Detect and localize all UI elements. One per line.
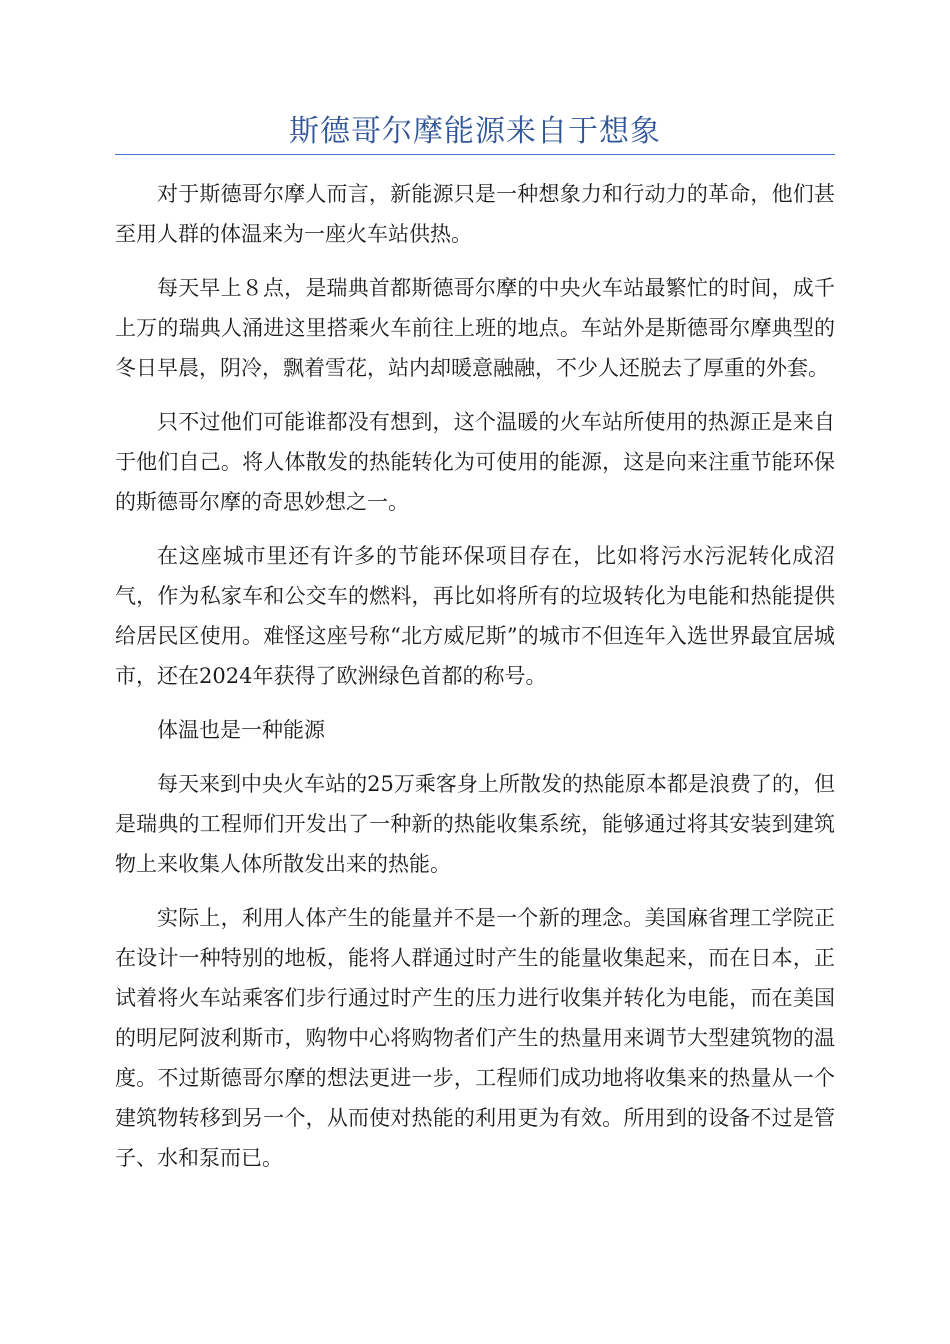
paragraph-green-projects: 在这座城市里还有许多的节能环保项目存在，比如将污水污泥转化成沼气，作为私家车和公交车的燃料，再比如将所有的垃圾转化为电能和热能提供给居民区使用。难怪这座号称“北方威尼斯”的城市不但连年入选世界最宜居城市，还在2024年获得了欧洲绿色首都的称号。 — [115, 544, 835, 688]
paragraph-intro: 对于斯德哥尔摩人而言，新能源只是一种想象力和行动力的革命，他们甚至用人群的体温来为一座火车站供热。 — [115, 182, 835, 246]
paragraph-heat-source: 只不过他们可能谁都没有想到，这个温暖的火车站所使用的热源正是来自于他们自己。将人体散发的热能转化为可使用的能源，这是向来注重节能环保的斯德哥尔摩的奇思妙想之一。 — [115, 410, 835, 514]
paragraph-heat-collection: 每天来到中央火车站的25万乘客身上所散发的热能原本都是浪费了的，但是瑞典的工程师们开发出了一种新的热能收集系统，能够通过将其安装到建筑物上来收集人体所散发出来的热能。 — [115, 772, 835, 876]
section-heading: 体温也是一种能源 — [157, 718, 325, 742]
title-underline — [115, 154, 835, 155]
paragraph-morning-station: 每天早上８点，是瑞典首都斯德哥尔摩的中央火车站最繁忙的时间，成千上万的瑞典人涌进这里搭乘火车前往上班的地点。车站外是斯德哥尔摩典型的冬日早晨，阴冷，飘着雪花，站内却暖意融融，不少人还脱去了厚重的外套。 — [115, 276, 835, 380]
document-title: 斯德哥尔摩能源来自于想象 — [289, 114, 661, 149]
document-body — [115, 174, 835, 1192]
paragraph-human-energy: 实际上，利用人体产生的能量并不是一个新的理念。美国麻省理工学院正在设计一种特别的地板，能将人群通过时产生的能量收集起来，而在日本，正试着将火车站乘客们步行通过时产生的压力进行收集并转化为电能，而在美国的明尼阿波利斯市，购物中心将购物者们产生的热量用来调节大型建筑物的温度。不过斯德哥尔摩的想法更进一步，工程师们成功地将收集来的热量从一个建筑物转移到另一个，从而使对热能的利用更为有效。所用到的设备不过是管子、水和泵而已。 — [115, 906, 835, 1170]
